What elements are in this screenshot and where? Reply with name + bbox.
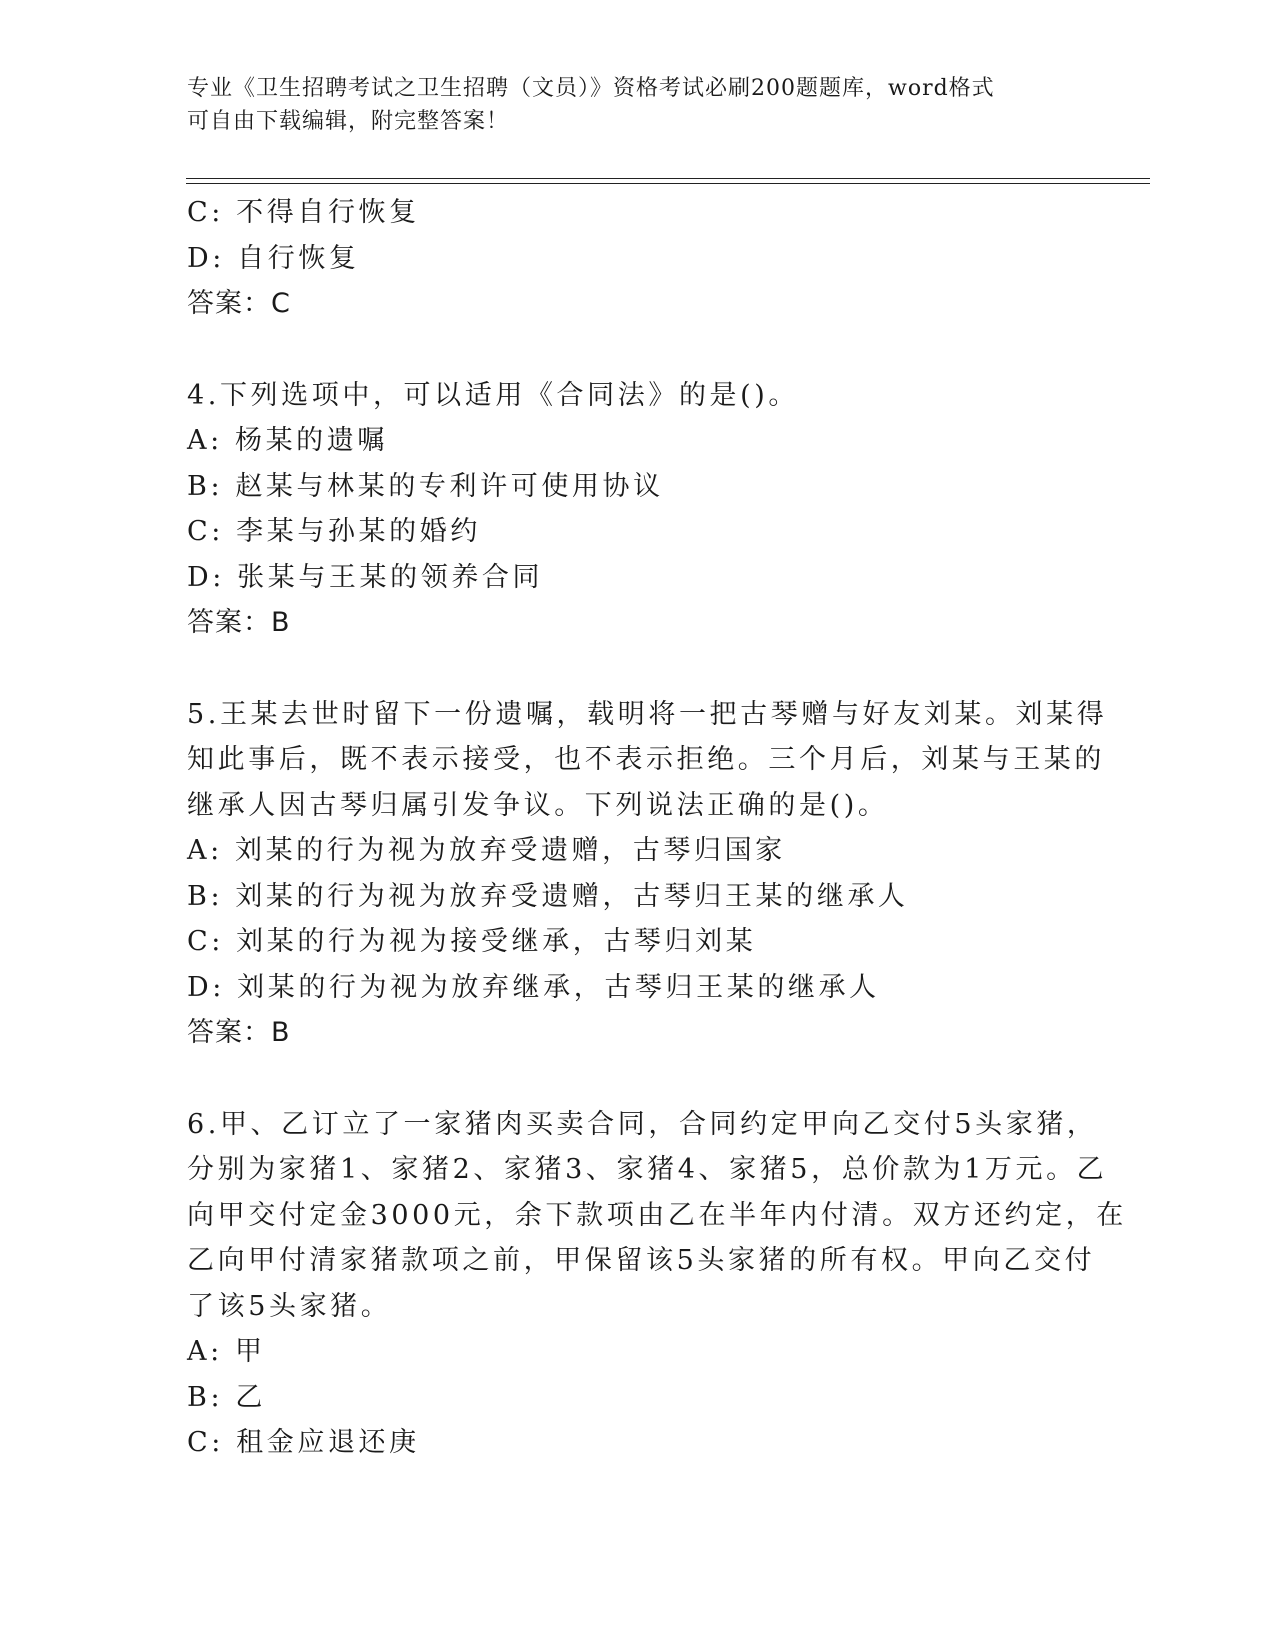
- question-4: [187, 373, 1087, 646]
- spacer: [187, 646, 1087, 692]
- option-b: B: 赵某与林某的专利许可使用协议: [187, 470, 664, 502]
- option-c: C: 李某与孙某的婚约: [187, 516, 481, 547]
- question-text-line: 向甲交付定金3000元，余下款项由乙在半年内付清。双方还约定，在: [187, 1199, 1127, 1231]
- option-b: B: 刘某的行为视为放弃受遗赠，古琴归王某的继承人: [187, 880, 909, 912]
- question-text-line: 5.王某去世时留下一份遗嘱，载明将一把古琴赠与好友刘某。刘某得: [187, 698, 1108, 730]
- header-divider-bottom: [186, 183, 1150, 184]
- question-6: [187, 1102, 1127, 1466]
- question-3-continued: [187, 190, 1087, 327]
- answer: 答案：B: [187, 607, 291, 638]
- answer: 答案：B: [187, 1017, 291, 1048]
- question-text-line: 继承人因古琴归属引发争议。下列说法正确的是()。: [187, 789, 889, 821]
- option-a: A: 杨某的遗嘱: [187, 425, 388, 456]
- option-d: D: 自行恢复: [187, 242, 360, 274]
- document-header: [187, 72, 1087, 138]
- question-text-line: 6.甲、乙订立了一家猪肉买卖合同，合同约定甲向乙交付5头家猪，: [187, 1108, 1098, 1140]
- question-5: [187, 692, 1108, 1056]
- question-text-line: 分别为家猪1、家猪2、家猪3、家猪4、家猪5，总价款为1万元。乙: [187, 1154, 1108, 1185]
- header-title-line-2: 可自由下载编辑，附完整答案！: [187, 109, 510, 134]
- header-divider-top: [186, 178, 1150, 179]
- option-c: C: 租金应退还庚: [187, 1427, 420, 1458]
- spacer: [187, 327, 1087, 373]
- header-title-line-1: 专业《卫生招聘考试之卫生招聘（文员）》资格考试必刷200题题库，word格式: [187, 76, 995, 101]
- question-text-line: 了该5头家猪。: [187, 1290, 392, 1322]
- option-d: D: 张某与王某的领养合同: [187, 561, 544, 593]
- question-text: 4.下列选项中，可以适用《合同法》的是()。: [187, 379, 800, 411]
- spacer: [187, 1056, 1087, 1102]
- option-c: C: 不得自行恢复: [187, 197, 420, 228]
- option-c: C: 刘某的行为视为接受继承，古琴归刘某: [187, 926, 757, 957]
- question-text-line: 乙向甲付清家猪款项之前，甲保留该5头家猪的所有权。甲向乙交付: [187, 1245, 1096, 1276]
- answer: 答案：C: [187, 288, 291, 319]
- option-d: D: 刘某的行为视为放弃继承，古琴归王某的继承人: [187, 971, 880, 1003]
- question-list: [187, 190, 1127, 1466]
- option-b: B: 乙: [187, 1381, 266, 1413]
- option-a: A: 甲: [187, 1336, 266, 1367]
- option-a: A: 刘某的行为视为放弃受遗赠，古琴归国家: [187, 835, 786, 866]
- question-text-line: 知此事后，既不表示接受，也不表示拒绝。三个月后，刘某与王某的: [187, 744, 1105, 775]
